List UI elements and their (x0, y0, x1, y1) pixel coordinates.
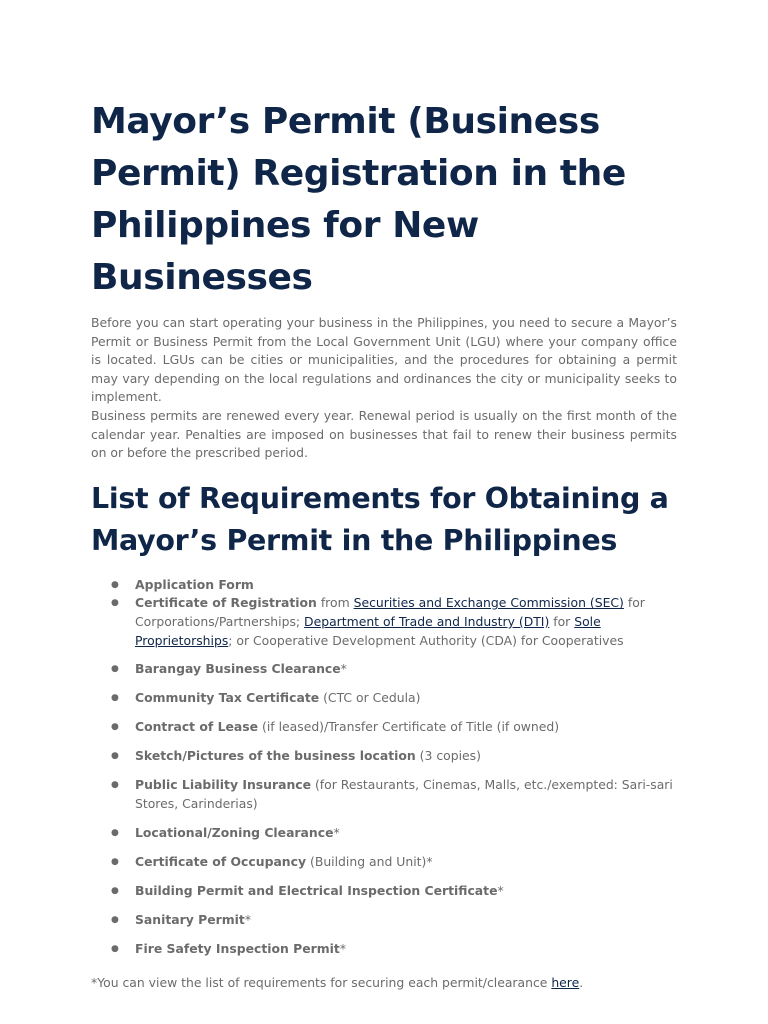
bullet-icon: ● (111, 664, 119, 675)
item-title: Sanitary Permit (135, 911, 245, 927)
item-text: (Building and Unit)* (306, 853, 433, 869)
footnote-text: *You can view the list of requirements for securing each permit/clearance (91, 975, 552, 991)
bullet-icon: ● (111, 827, 119, 838)
list-item-public-liability-insurance (111, 776, 677, 813)
dti-link[interactable]: Department of Trade and Industry (DTI) (304, 613, 550, 629)
bullet-icon: ● (111, 914, 119, 925)
requirements-heading: List of Requirements for Obtaining a Mayor’s Permit in the Philippines (91, 481, 669, 557)
item-text: (3 copies) (415, 748, 481, 764)
bullet-icon: ● (111, 943, 119, 954)
list-item-community-tax-certificate (111, 689, 677, 708)
bullet-icon: ● (111, 856, 119, 867)
list-item-certificate-of-occupancy (111, 853, 677, 872)
footnote-end: . (579, 975, 584, 991)
item-text: for (549, 613, 575, 629)
list-item-sketch-pictures (111, 747, 677, 766)
list-item-certificate-of-registration (111, 594, 677, 650)
here-link[interactable]: here (551, 975, 580, 991)
item-text: (CTC or Cedula) (319, 690, 421, 706)
item-title: Contract of Lease (135, 719, 259, 735)
item-title: Public Liability Insurance (135, 777, 312, 793)
sole-proprietorships-link[interactable]: Sole Proprietorships (135, 613, 601, 648)
list-item-zoning-clearance (111, 824, 677, 843)
sec-link[interactable]: Securities and Exchange Commission (SEC) (353, 595, 624, 611)
item-title: Building Permit and Electrical Inspection Certificate (135, 882, 498, 898)
bullet-icon: ● (111, 885, 119, 896)
item-text: * (339, 940, 347, 956)
item-title: Certificate of Registration (135, 595, 317, 611)
item-title: Certificate of Occupancy (135, 853, 307, 869)
item-text: for Corporations/Partnerships; (135, 595, 645, 629)
list-item-sanitary-permit (111, 911, 677, 930)
bullet-icon: ● (111, 598, 119, 609)
list-item-application-form (111, 576, 677, 595)
intro-paragraph: Before you can start operating your business in the Philippines, you need to secure a Mayor’s Permit or Business Permit from the Local Government Unit (LGU) where your company office is located. LGUs can be cities or municipalities, and the procedures for obtaining a permit may vary depending on the local regulations and ordinances the city or municipality seeks to implement. (91, 315, 677, 405)
bullet-icon: ● (111, 722, 119, 733)
item-title: Barangay Business Clearance (135, 661, 341, 677)
page-title: Mayor’s Permit (Business Permit) Registration in the Philippines for New Businesses (91, 101, 626, 298)
bullet-icon: ● (111, 751, 119, 762)
list-item-barangay-clearance (111, 660, 677, 679)
item-text: (for Restaurants, Cinemas, Malls, etc./exempted: Sari-sari Stores, Carinderias) (135, 777, 673, 811)
bullet-icon: ● (111, 579, 119, 590)
item-text: ; or Cooperative Development Authority (CDA) for Cooperatives (228, 632, 624, 648)
item-text: (if leased)/Transfer Certificate of Title (if owned) (258, 719, 560, 735)
list-item-contract-of-lease (111, 718, 677, 737)
list-item-building-permit (111, 882, 677, 901)
item-title: Fire Safety Inspection Permit (135, 940, 340, 956)
requirements-list (91, 576, 677, 958)
item-title: Locational/Zoning Clearance (135, 824, 334, 840)
item-text: * (340, 661, 347, 677)
bullet-icon: ● (111, 780, 119, 791)
list-item-fire-safety-permit (111, 940, 677, 959)
item-title: Community Tax Certificate (135, 690, 320, 706)
renewal-paragraph: Business permits are renewed every year. Renewal period is usually on the first month of the calendar year. Penalties are imposed on businesses that fail to renew their business permits on or before the prescribed period. (91, 407, 677, 461)
item-title: Application Form (135, 576, 254, 592)
footnote (91, 974, 677, 993)
item-title: Sketch/Pictures of the business location (135, 748, 416, 764)
bullet-icon: ● (111, 693, 119, 704)
article (91, 96, 677, 993)
item-text: * (333, 824, 340, 840)
item-text: from (316, 595, 354, 611)
item-text: * (244, 911, 252, 927)
item-text: * (497, 882, 504, 898)
